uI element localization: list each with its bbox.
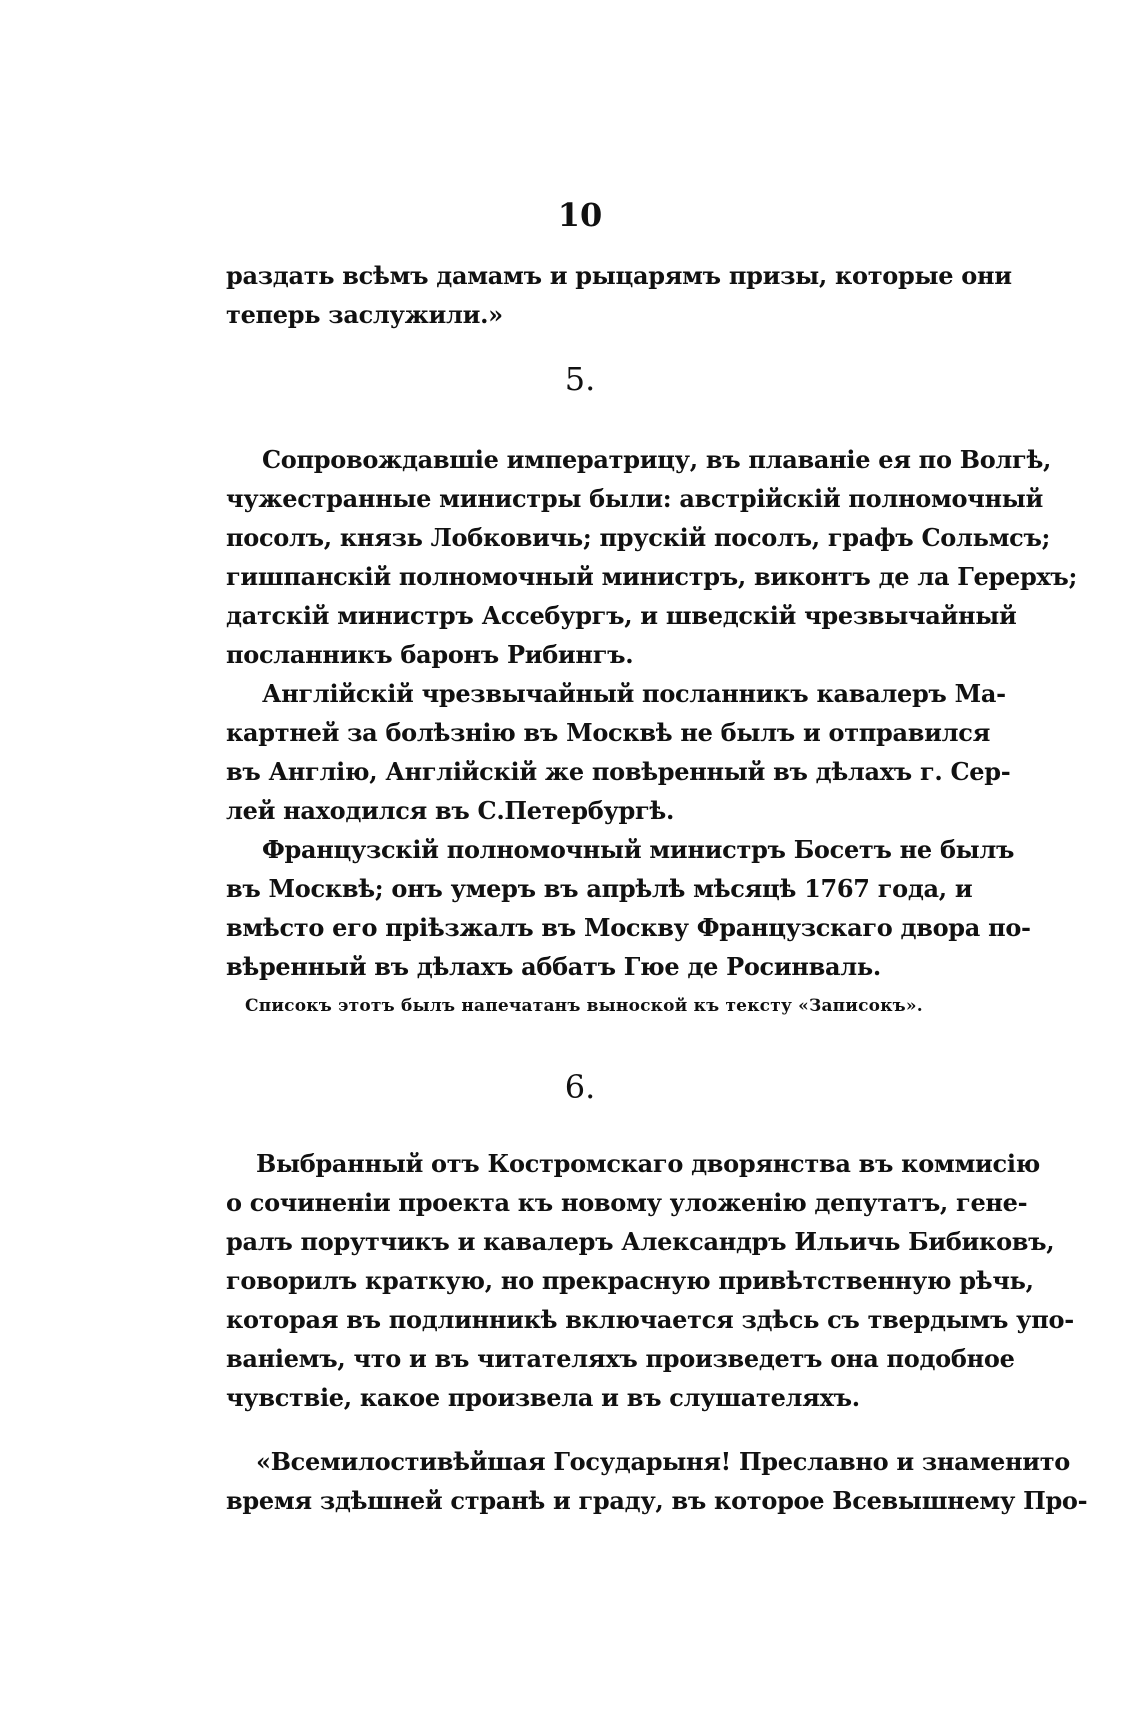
section-5-paragraph-1 — [226, 440, 1078, 674]
section-5-paragraph-2 — [226, 674, 1011, 830]
text-line: теперь заслужили.» — [226, 300, 503, 329]
text-line: ваніемъ, что и въ читателяхъ произведетъ она подобное — [226, 1344, 1015, 1373]
text-line: раздать всѣмъ дамамъ и рыцарямъ призы, которые они — [226, 261, 1012, 290]
intro-paragraph — [226, 256, 1012, 334]
text-line: въ Москвѣ; онъ умеръ въ апрѣлѣ мѣсяцѣ 1767 года, и — [226, 874, 973, 903]
text-line: Англійскій чрезвычайный посланникъ кавалеръ Ма- — [262, 679, 1006, 708]
text-line: вѣренный въ дѣлахъ аббатъ Гюе де Росинваль. — [226, 952, 881, 981]
text-line: чужестранные министры были: австрійскій полномочный — [226, 484, 1044, 513]
text-line: чувствіе, какое произвела и въ слушателяхъ. — [226, 1383, 860, 1412]
text-line: Сопровождавшіе императрицу, въ плаваніе ея по Волгѣ, — [262, 445, 1052, 474]
text-line: Французскій полномочный министръ Босетъ не былъ — [262, 835, 1015, 864]
text-line: время здѣшней странѣ и граду, въ которое Всевышнему Про- — [226, 1486, 1088, 1515]
text-line: посланникъ баронъ Рибингъ. — [226, 640, 634, 669]
text-line: которая въ подлинникѣ включается здѣсь съ твердымъ упо- — [226, 1305, 1074, 1334]
text-line: посолъ, князь Лобковичь; прускій посолъ, графъ Сольмсъ; — [226, 523, 1051, 552]
section-5-heading: 5. — [564, 360, 596, 398]
section-5-paragraph-3 — [226, 830, 1031, 986]
text-line: о сочиненіи проекта къ новому уложенію депутатъ, гене- — [226, 1188, 1028, 1217]
text-line: ралъ порутчикъ и кавалеръ Александръ Ильичь Бибиковъ, — [226, 1227, 1055, 1256]
page-number: 10 — [557, 196, 603, 234]
text-line: датскій министръ Ассебургъ, и шведскій чрезвычайный — [226, 601, 1017, 630]
section-6-paragraph-2 — [226, 1442, 1088, 1520]
text-line: говорилъ краткую, но прекрасную привѣтственную рѣчь, — [226, 1266, 1034, 1295]
text-line: «Всемилостивѣйшая Государыня! Преславно и знаменито — [256, 1447, 1071, 1476]
section-6-paragraph-1 — [226, 1144, 1074, 1417]
text-line: лей находился въ С.Петербургѣ. — [226, 796, 675, 825]
text-line: Выбранный отъ Костромскаго дворянства въ коммисію — [256, 1149, 1040, 1178]
text-line: вмѣсто его пріѣзжалъ въ Москву Французскаго двора по- — [226, 913, 1031, 942]
text-line: въ Англію, Англійскій же повѣренный въ дѣлахъ г. Сер- — [226, 757, 1011, 786]
text-line: картней за болѣзнію въ Москвѣ не былъ и отправился — [226, 718, 991, 747]
text-line: гишпанскій полномочный министръ, виконтъ де ла Герерхъ; — [226, 562, 1078, 591]
footnote: Списокъ этотъ былъ напечатанъ выноской къ тексту «Записокъ». — [245, 996, 923, 1016]
section-6-heading: 6. — [564, 1068, 596, 1106]
